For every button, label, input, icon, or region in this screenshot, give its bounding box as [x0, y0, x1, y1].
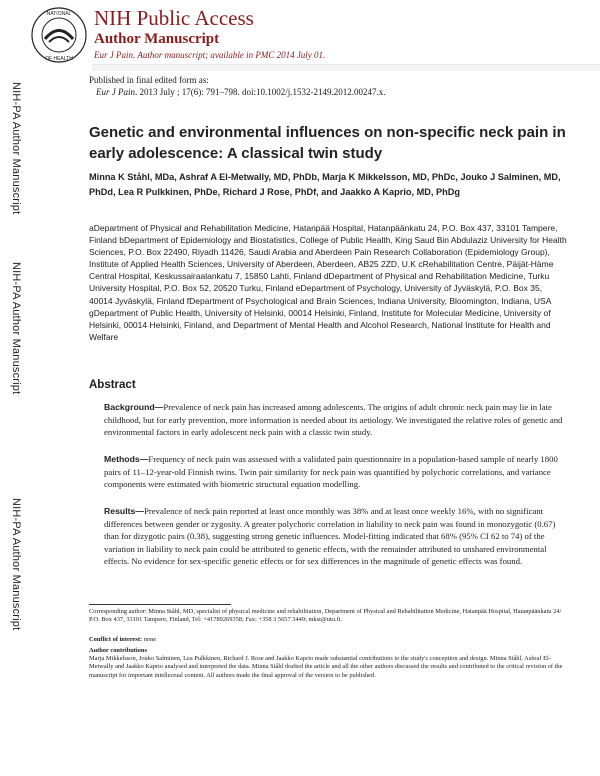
svg-text:NATIONAL: NATIONAL	[46, 11, 72, 17]
correspondence-footnote: Corresponding author: Minna Ståhl, MD, specialist of physical medicine and rehabilitation, Department of Physical and Rehabilitation Medicine, Hatanpää Hospital, Hatanpäänkatu 24/ P.O. Box 437, 33101 Tampere, Finland, Tel: +41789269358; Fax: +358 3 5657 3449; mkst@utu.fi.	[89, 608, 562, 624]
citation-details: . 2013 July ; 17(6): 791–798. doi:10.1002/j.1532-2149.2012.00247.x.	[135, 87, 386, 97]
availability-note: Eur J Pain. Author manuscript; available in PMC 2014 July 01.	[94, 50, 326, 60]
header-divider	[92, 64, 600, 71]
journal-name: Eur J Pain	[96, 87, 135, 97]
citation-line	[96, 87, 386, 97]
sidebar-label: NIH-PA Author Manuscript	[10, 82, 22, 215]
sidebar-label: NIH-PA Author Manuscript	[10, 262, 22, 395]
contributions-text: Marja Mikkelsson, Jouko Salminen, Lea Pulkkinen, Richard J. Rose and Jaakko Kaprio made substantial contributions to the study's conception and design. Minna Ståhl, Ashraf El-Metwally and Jaakko Kaprio analysed and interpreted the data. Minna Ståhl drafted the article and all the other authors discussed the results and contributed to the critical revision of the manuscript for important intellectual content. All authors made the final approval of the version to be published.	[89, 655, 563, 679]
contributions-label: Author contributions	[89, 647, 147, 654]
abstract-methods	[104, 453, 567, 491]
conflict-label: Conflict of interest:	[89, 636, 143, 643]
conflict-value: none	[142, 636, 157, 643]
svg-text:OF HEALTH: OF HEALTH	[45, 56, 73, 62]
background-label: Background—	[104, 402, 164, 412]
methods-label: Methods—	[104, 454, 149, 464]
footnote-divider	[89, 604, 231, 605]
results-text: Prevalence of neck pain reported at least once monthly was 38% and at least once weekly 16%, with no significant differences between gender or zygosity. A greater polychoric correlation in liability to neck pain was found in monozygotic (0.67) than for dizygotic pairs (0.38), suggesting strong genetic influences. Model-fitting indicated that 68% (95% CI 62 to 74) of the variation in liability to neck pain could be attributed to genetic effects, with the remainder attributed to unshared environmental effects. No evidence for sex-specific genetic effects or for sex differences in the magnitude of genetic effects was found.	[104, 506, 556, 567]
author-manuscript-label: Author Manuscript	[94, 31, 220, 47]
article-title: Genetic and environmental influences on non-specific neck pain in early adolescence: A classical twin study	[89, 124, 566, 162]
nih-seal-logo	[30, 6, 88, 64]
background-text: Prevalence of neck pain has increased among adolescents. The origins of adult chronic neck pain may lie in late childhood, but for early prevention, more information is needed about its aetiology. We investigated the relative roles of genetic and environmental factors in early adolescent neck pain with a classic twin study.	[104, 402, 563, 438]
author-contributions	[89, 647, 567, 680]
abstract-background	[104, 401, 567, 439]
published-in-label: Published in final edited form as:	[89, 75, 209, 85]
author-list: Minna K Ståhl, MDa, Ashraf A El-Metwally, MD, PhDb, Marja K Mikkelsson, MD, PhDc, Jouko J Salminen, MD, PhDd, Lea R Pulkkinen, PhDe, Richard J Rose, PhDf, and Jaakko A Kaprio, MD, PhDg	[89, 172, 561, 197]
methods-text: Frequency of neck pain was assessed with a validated pain questionnaire in a population-based sample of nearly 1800 pairs of 11–12-year-old Finnish twins. Twin pair similarity for neck pain was quantified by polychoric correlations, and variance components were estimated with biometric structural equation modelling.	[104, 454, 558, 490]
results-label: Results—	[104, 506, 145, 516]
nih-public-access-title: NIH Public Access	[94, 6, 254, 30]
abstract-heading: Abstract	[89, 379, 136, 391]
conflict-of-interest	[89, 636, 567, 644]
abstract-results	[104, 505, 567, 568]
affiliations: aDepartment of Physical and Rehabilitation Medicine, Hatanpää Hospital, Hatanpäänkatu 24, P.O. Box 437, 33101 Tampere, Finland bDepartment of Epidemiology and Biostatistics, College of Public Health, King Saud Bin Abdulaziz University for Health Sciences, P.O. Box 22490, Riyadh 11426, Saudi Arabia and Aberdeen Pain Research Collaboration (Epidemiology Group), Institute of Applied Health Sciences, University of Aberdeen, Aberdeen, AB25 2ZD, U.K cRehabilitation Centre, Päijät-Häme Central Hospital, Keskussairaalankatu 7, 15850 Lahti, Finland dDepartment of Physical and Rehabilitation Medicine, Turku University Hospital, P.O. Box 52, 20520 Turku, Finland eDepartment of Psychology, University of Jyväskylä, P.O. Box 35, 40014 Jyväskylä, Finland fDepartment of Psychological and Brain Sciences, Indiana University, Bloomington, Indiana, USA gDepartment of Public Health, University of Helsinki, 00014 Helsinki, Finland, Institute for Molecular Medicine, University of Helsinki, 00014 Helsinki, Finland, and Department of Mental Health and Alcohol Research, National Institute for Health and Welfare	[89, 223, 567, 342]
sidebar-label: NIH-PA Author Manuscript	[10, 498, 22, 631]
